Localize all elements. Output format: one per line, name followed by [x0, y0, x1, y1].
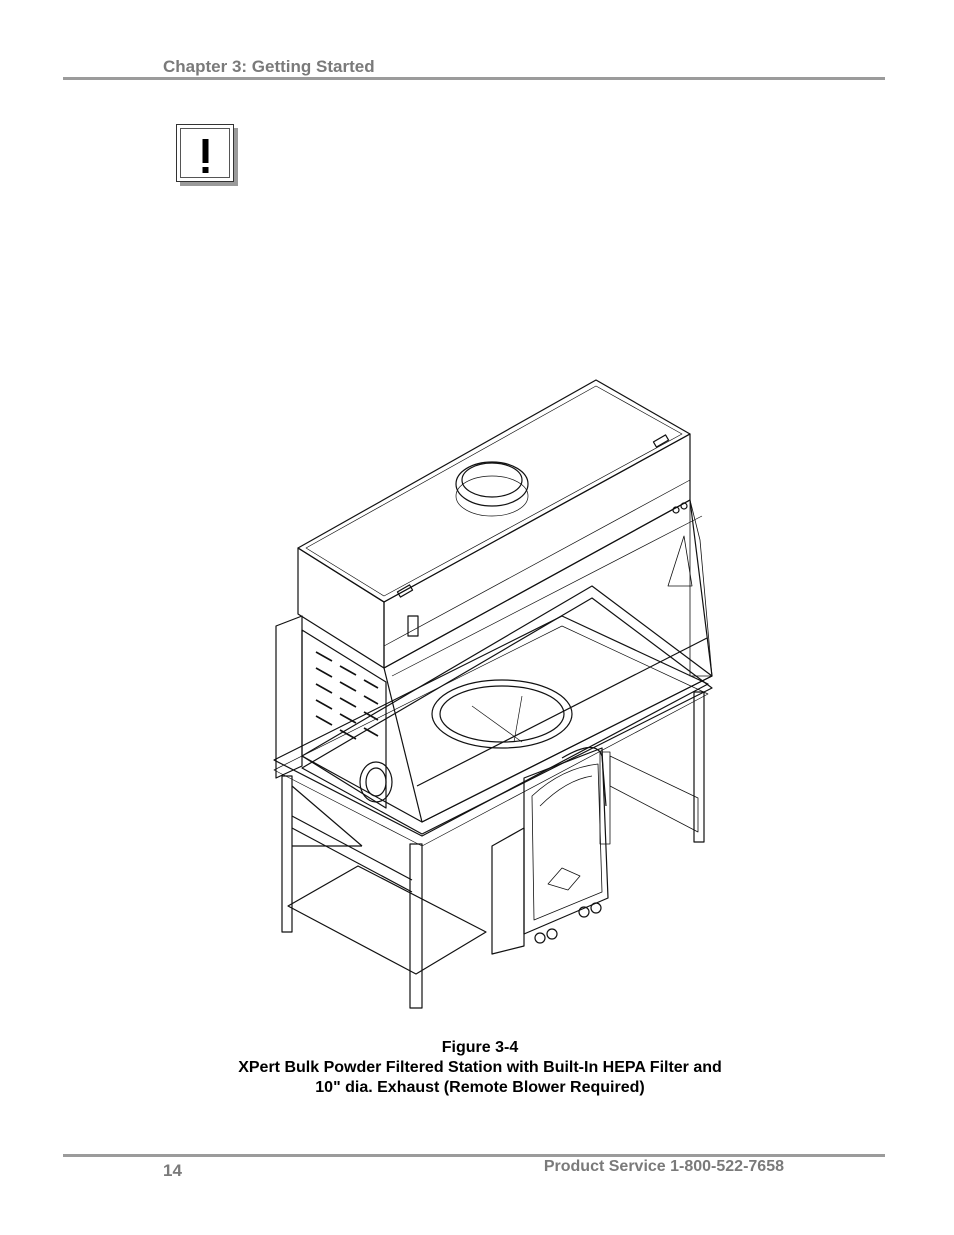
header-divider: [63, 77, 885, 80]
workstation-illustration: [262, 376, 722, 1016]
caution-icon: [176, 124, 234, 182]
product-service-phone: Product Service 1-800-522-7658: [543, 1158, 784, 1175]
footer-divider: [63, 1154, 885, 1157]
chapter-header: Chapter 3: Getting Started: [163, 57, 375, 76]
figure-title-line1: XPert Bulk Powder Filtered Station with Built-In HEPA Filter and: [238, 1059, 722, 1076]
page-number: 14: [163, 1161, 182, 1180]
figure-label: Figure 3-4: [441, 1039, 519, 1056]
figure-caption: [0, 1038, 954, 1098]
figure-title-line2: 10" dia. Exhaust (Remote Blower Required): [315, 1079, 645, 1096]
